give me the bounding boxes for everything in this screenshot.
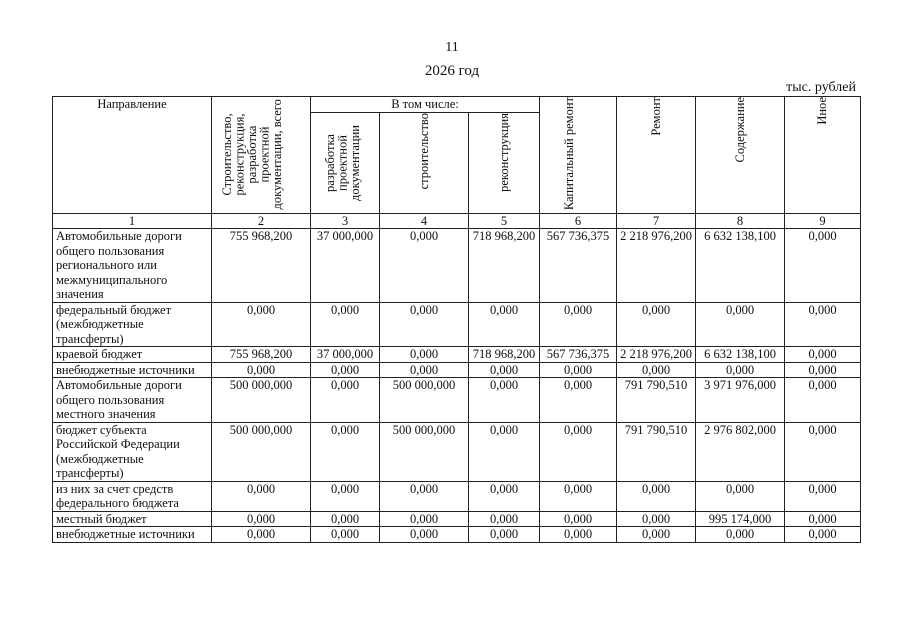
row-value: 0,000	[617, 362, 696, 378]
header-other: Иное	[785, 97, 861, 214]
row-value: 6 632 138,100	[696, 347, 785, 363]
row-value: 0,000	[212, 481, 311, 511]
row-value: 791 790,510	[617, 422, 696, 481]
column-numbers-row	[53, 213, 861, 229]
row-value: 6 632 138,100	[696, 229, 785, 303]
row-value: 0,000	[380, 347, 469, 363]
table-row	[53, 527, 861, 543]
row-value: 718 968,200	[469, 229, 540, 303]
row-label: внебюджетные источники	[53, 527, 212, 543]
row-value: 0,000	[785, 511, 861, 527]
row-label: краевой бюджет	[53, 347, 212, 363]
row-value: 0,000	[785, 422, 861, 481]
row-value: 0,000	[785, 347, 861, 363]
row-value: 0,000	[540, 302, 617, 347]
row-value: 0,000	[212, 511, 311, 527]
column-number: 2	[212, 213, 311, 229]
row-label: Автомобильные дороги общего пользования регионального или межмуниципального значения	[53, 229, 212, 303]
row-value: 500 000,000	[212, 378, 311, 423]
row-value: 37 000,000	[311, 347, 380, 363]
row-value: 0,000	[212, 362, 311, 378]
row-value: 0,000	[380, 527, 469, 543]
column-number: 1	[53, 213, 212, 229]
row-value: 0,000	[311, 422, 380, 481]
row-value: 0,000	[311, 527, 380, 543]
row-value: 0,000	[311, 511, 380, 527]
row-label: из них за счет средств федерального бюджета	[53, 481, 212, 511]
row-value: 0,000	[311, 481, 380, 511]
row-value: 0,000	[380, 362, 469, 378]
page-number: 11	[445, 40, 459, 55]
report-year: 2026 год	[424, 63, 480, 79]
row-value: 0,000	[540, 527, 617, 543]
row-value: 0,000	[311, 362, 380, 378]
row-value: 37 000,000	[311, 229, 380, 303]
row-value: 0,000	[380, 511, 469, 527]
table-row	[53, 511, 861, 527]
row-value: 3 971 976,000	[696, 378, 785, 423]
row-label: местный бюджет	[53, 511, 212, 527]
row-value: 0,000	[540, 422, 617, 481]
table-row	[53, 347, 861, 363]
row-value: 0,000	[696, 481, 785, 511]
column-number: 7	[617, 213, 696, 229]
row-value: 567 736,375	[540, 229, 617, 303]
row-value: 0,000	[696, 527, 785, 543]
column-number: 3	[311, 213, 380, 229]
row-value: 0,000	[469, 511, 540, 527]
table-row	[53, 481, 861, 511]
header-including: В том числе:	[311, 97, 540, 113]
row-value: 0,000	[380, 302, 469, 347]
row-value: 500 000,000	[380, 378, 469, 423]
row-value: 2 976 802,000	[696, 422, 785, 481]
header-maintenance: Содержание	[696, 97, 785, 214]
row-value: 0,000	[380, 481, 469, 511]
row-value: 0,000	[380, 229, 469, 303]
row-value: 0,000	[617, 481, 696, 511]
column-number: 4	[380, 213, 469, 229]
row-value: 0,000	[469, 302, 540, 347]
header-design: разработка проектной документации	[311, 112, 380, 213]
row-value: 0,000	[696, 362, 785, 378]
row-value: 0,000	[469, 378, 540, 423]
row-label: федеральный бюджет (межбюджетные трансферты)	[53, 302, 212, 347]
table-row	[53, 378, 861, 423]
row-value: 0,000	[785, 362, 861, 378]
row-value: 0,000	[469, 527, 540, 543]
header-reconstruction: реконструкция	[469, 112, 540, 213]
row-value: 0,000	[311, 302, 380, 347]
header-construction: строительство	[380, 112, 469, 213]
row-value: 0,000	[540, 378, 617, 423]
table-row	[53, 229, 861, 303]
table-row	[53, 362, 861, 378]
row-value: 718 968,200	[469, 347, 540, 363]
row-value: 755 968,200	[212, 347, 311, 363]
row-value: 0,000	[212, 527, 311, 543]
row-value: 0,000	[212, 302, 311, 347]
row-value: 0,000	[696, 302, 785, 347]
row-value: 0,000	[469, 481, 540, 511]
row-value: 0,000	[617, 302, 696, 347]
row-value: 0,000	[785, 481, 861, 511]
units-label: тыс. рублей	[786, 80, 856, 95]
header-repair: Ремонт	[617, 97, 696, 214]
row-value: 791 790,510	[617, 378, 696, 423]
row-label: Автомобильные дороги общего пользования местного значения	[53, 378, 212, 423]
row-value: 0,000	[311, 378, 380, 423]
budget-table	[52, 96, 861, 543]
table-row	[53, 302, 861, 347]
row-value: 0,000	[785, 229, 861, 303]
row-label: бюджет субъекта Российской Федерации (межбюджетные трансферты)	[53, 422, 212, 481]
table-row	[53, 422, 861, 481]
header-direction: Направление	[53, 97, 212, 214]
row-value: 0,000	[785, 302, 861, 347]
row-value: 0,000	[540, 481, 617, 511]
column-number: 9	[785, 213, 861, 229]
column-number: 8	[696, 213, 785, 229]
column-number: 5	[469, 213, 540, 229]
row-value: 0,000	[617, 527, 696, 543]
header-capital-repair: Капитальный ремонт	[540, 97, 617, 214]
row-value: 995 174,000	[696, 511, 785, 527]
row-value: 500 000,000	[380, 422, 469, 481]
row-value: 0,000	[617, 511, 696, 527]
row-value: 0,000	[469, 362, 540, 378]
row-value: 2 218 976,200	[617, 229, 696, 303]
row-value: 0,000	[540, 511, 617, 527]
header-total: Строительство, реконструкция, разработка проектной документации, всего	[212, 97, 311, 214]
row-value: 567 736,375	[540, 347, 617, 363]
row-value: 0,000	[785, 527, 861, 543]
row-value: 0,000	[785, 378, 861, 423]
row-value: 755 968,200	[212, 229, 311, 303]
column-number: 6	[540, 213, 617, 229]
row-value: 2 218 976,200	[617, 347, 696, 363]
row-label: внебюджетные источники	[53, 362, 212, 378]
row-value: 0,000	[540, 362, 617, 378]
row-value: 500 000,000	[212, 422, 311, 481]
row-value: 0,000	[469, 422, 540, 481]
